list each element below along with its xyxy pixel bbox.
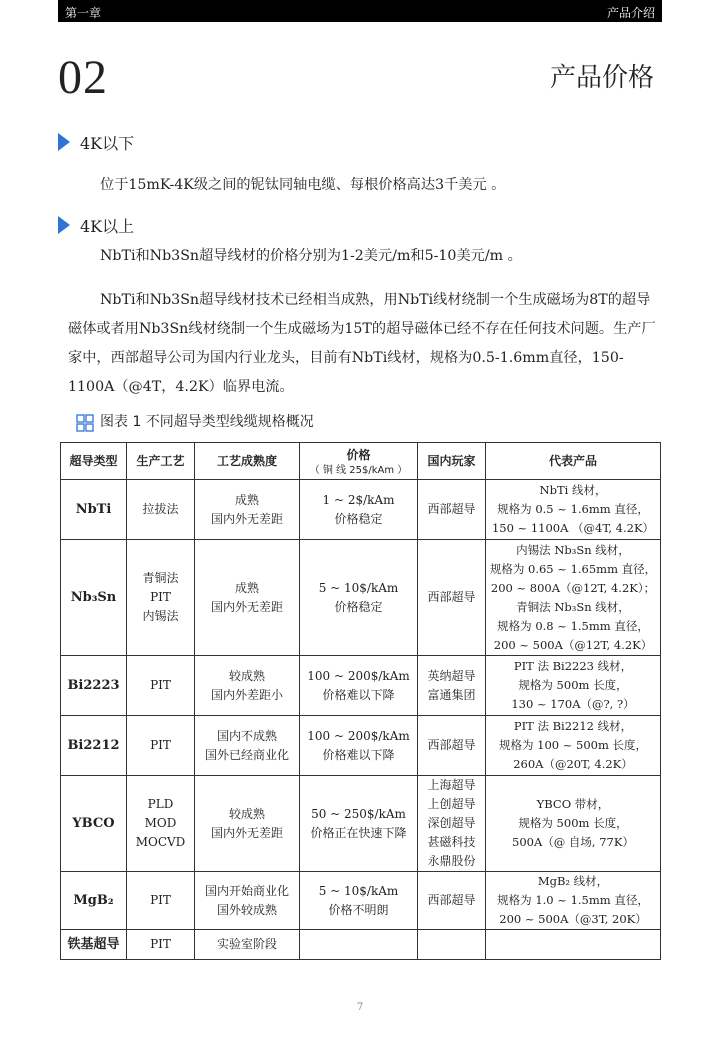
header-process: 生产工艺 <box>127 443 195 480</box>
price-line: 50 ~ 250$/kAm <box>311 806 406 821</box>
cell-players <box>418 930 486 960</box>
cell-process <box>127 480 195 540</box>
cell-players <box>418 716 486 776</box>
price-line: 5 ~ 10$/kAm <box>318 883 399 898</box>
cell-players <box>418 656 486 716</box>
section-label: 产品介绍 <box>606 6 655 20</box>
cell-players <box>418 872 486 930</box>
product-line: 规格为 0.65 ~ 1.65mm 直径， <box>489 561 657 576</box>
arrow-right-icon <box>58 216 70 234</box>
cell-players <box>418 480 486 540</box>
maturity-line: 国外已经商业化 <box>204 747 289 762</box>
table-row <box>61 656 661 716</box>
product-line: 130 ~ 170A（@?, ?） <box>511 697 635 711</box>
cell-process <box>127 540 195 656</box>
product-line: 200 ~ 500A（@3T, 20K） <box>499 912 647 926</box>
cell-process <box>127 930 195 960</box>
process-line: PIT <box>150 937 171 951</box>
players-line: 西部超导 <box>427 893 476 907</box>
cell-process <box>127 716 195 776</box>
cell-type: 铁基超导 <box>61 930 127 960</box>
price-line: 价格难以下降 <box>322 687 395 702</box>
process-line: 内锡法 <box>142 609 179 623</box>
price-line: 价格正在快速下降 <box>310 825 407 840</box>
page-number: 7 <box>356 1002 364 1013</box>
cell-type: MgB₂ <box>61 872 127 930</box>
maturity-line: 国内外无差距 <box>210 511 283 526</box>
maturity-line: 国内开始商业化 <box>204 883 289 898</box>
cell-product <box>486 480 661 540</box>
superconductor-spec-table <box>60 442 661 960</box>
header-product: 代表产品 <box>486 443 661 480</box>
cell-maturity <box>195 716 300 776</box>
product-line: 规格为 0.5 ~ 1.6mm 直径， <box>497 502 649 516</box>
cell-type: YBCO <box>61 776 127 872</box>
product-line: PIT 法 Bi2223 线材， <box>513 659 633 673</box>
header-maturity: 工艺成熟度 <box>195 443 300 480</box>
cell-process <box>127 776 195 872</box>
cell-product <box>486 716 661 776</box>
maturity-line: 成熟 <box>234 492 259 507</box>
product-line: YBCO 带材， <box>536 797 610 811</box>
cell-players <box>418 540 486 656</box>
cell-product <box>486 540 661 656</box>
process-line: PIT <box>150 678 171 692</box>
product-line: 规格为 500m 长度， <box>518 678 628 692</box>
paragraph: NbTi和Nb3Sn超导线材的价格分别为1-2美元/m和5-10美元/m 。 <box>100 248 522 264</box>
section-title: 4K以上 <box>80 217 135 236</box>
product-line: 内锡法 Nb₃Sn 线材， <box>516 542 630 557</box>
players-line: 上海超导 <box>427 778 476 792</box>
price-line: 100 ~ 200$/kAm <box>307 728 410 743</box>
product-line: MgB₂ 线材， <box>537 874 609 888</box>
product-line: PIT 法 Bi2212 线材， <box>513 719 633 733</box>
arrow-right-icon <box>58 133 70 151</box>
product-line: 规格为 500m 长度， <box>518 816 628 830</box>
cell-product <box>486 776 661 872</box>
maturity-line: 较成熟 <box>228 806 265 821</box>
process-line: 青铜法 <box>142 571 179 585</box>
product-line: 规格为 100 ~ 500m 长度， <box>498 738 648 752</box>
cell-maturity <box>195 872 300 930</box>
paragraph: 位于15mK-4K级之间的铌钛同轴电缆、每根价格高达3千美元 。 <box>100 177 506 193</box>
cell-players <box>418 776 486 872</box>
header-price-sub: （ 铜 线 25$/kAm ） <box>309 464 408 476</box>
maturity-line: 国内外差距小 <box>210 687 283 702</box>
cell-maturity <box>195 776 300 872</box>
product-line: NbTi 线材， <box>539 483 607 497</box>
price-line: 价格稳定 <box>334 511 383 526</box>
cell-type: Bi2223 <box>61 656 127 716</box>
cell-maturity <box>195 540 300 656</box>
players-line: 西部超导 <box>427 738 476 752</box>
cell-product <box>486 656 661 716</box>
header-players: 国内玩家 <box>418 443 486 480</box>
chart-grid-icon <box>76 414 94 432</box>
chapter-title: 产品价格 <box>549 63 654 93</box>
players-line: 西部超导 <box>427 502 476 516</box>
cell-type: Bi2212 <box>61 716 127 776</box>
table-row <box>61 776 661 872</box>
cell-price <box>300 776 418 872</box>
maturity-line: 成熟 <box>234 580 259 595</box>
cell-type: NbTi <box>61 480 127 540</box>
maturity-line: 国内外无差距 <box>210 825 283 840</box>
product-line: 规格为 1.0 ~ 1.5mm 直径， <box>497 893 649 907</box>
process-line: MOD <box>144 816 177 830</box>
table-row <box>61 480 661 540</box>
maturity-line: 国外较成熟 <box>216 902 277 917</box>
players-line: 富通集团 <box>427 687 476 702</box>
process-line: PIT <box>150 738 171 752</box>
cell-process <box>127 656 195 716</box>
process-line: MOCVD <box>135 835 186 849</box>
cell-price <box>300 716 418 776</box>
cell-maturity <box>195 480 300 540</box>
maturity-line: 国内不成熟 <box>216 728 277 743</box>
table-row <box>61 540 661 656</box>
product-line: 规格为 0.8 ~ 1.5mm 直径， <box>497 618 649 633</box>
process-line: PIT <box>150 893 171 907</box>
price-line: 5 ~ 10$/kAm <box>318 580 399 595</box>
players-line: 甚磁科技 <box>427 835 476 849</box>
header-price <box>300 443 418 480</box>
cell-process <box>127 872 195 930</box>
product-line: 260A（@20T, 4.2K） <box>513 757 633 771</box>
cell-product <box>486 872 661 930</box>
price-line: 价格不明朗 <box>328 902 389 917</box>
product-line: 200 ~ 800A（@12T, 4.2K）； <box>490 580 656 595</box>
cell-price <box>300 930 418 960</box>
table-header-row <box>61 443 661 480</box>
caption-text: 图表 1 不同超导类型线缆规格概况 <box>100 414 314 430</box>
table-row <box>61 716 661 776</box>
price-line: 100 ~ 200$/kAm <box>307 668 410 683</box>
players-line: 上创超导 <box>427 797 476 811</box>
maturity-line: 国内外无差距 <box>210 599 283 614</box>
players-line: 西部超导 <box>427 590 476 604</box>
cell-maturity <box>195 656 300 716</box>
cell-price <box>300 480 418 540</box>
process-line: PLD <box>147 797 174 811</box>
cell-product <box>486 930 661 960</box>
price-line: 价格难以下降 <box>322 747 395 762</box>
cell-maturity <box>195 930 300 960</box>
chapter-number: 02 <box>58 51 108 104</box>
players-line: 永鼎股份 <box>427 854 476 868</box>
price-line: 1 ~ 2$/kAm <box>322 492 395 507</box>
maturity-line: 较成熟 <box>228 668 265 683</box>
cell-price <box>300 656 418 716</box>
product-line: 500A（@ 自场, 77K） <box>512 835 634 849</box>
chapter-label: 第一章 <box>65 6 102 20</box>
cell-price <box>300 540 418 656</box>
product-line: 青铜法 Nb₃Sn 线材， <box>516 599 630 614</box>
chapter-header-bar <box>58 0 662 22</box>
header-type: 超导类型 <box>61 443 127 480</box>
section-title: 4K以下 <box>80 134 135 153</box>
price-line: 价格稳定 <box>334 599 383 614</box>
product-line: 150 ~ 1100A （@4T, 4.2K） <box>491 521 655 535</box>
process-line: PIT <box>150 590 171 604</box>
product-line: 200 ~ 500A（@12T, 4.2K） <box>493 637 653 652</box>
cell-type: Nb₃Sn <box>61 540 127 656</box>
players-line: 深创超导 <box>427 816 476 830</box>
cell-price <box>300 872 418 930</box>
process-line: 拉拔法 <box>142 502 179 516</box>
table-row <box>61 930 661 960</box>
paragraph: NbTi和Nb3Sn超导线材技术已经相当成熟，用NbTi线材绕制一个生成磁场为8T的超导磁体或者用Nb3Sn线材绕制一个生成磁场为15T的超导磁体已经不存在任何技术问题。生产厂家中，西部超导公司为国内行业龙头，目前有NbTi线材，规格为0.5-1.6mm直径，150-1100A（@4T，4.2K）临界电流。 <box>68 292 656 395</box>
table-row <box>61 872 661 930</box>
header-price-label: 价格 <box>346 447 371 462</box>
maturity-line: 实验室阶段 <box>216 937 277 951</box>
players-line: 英纳超导 <box>427 668 476 683</box>
